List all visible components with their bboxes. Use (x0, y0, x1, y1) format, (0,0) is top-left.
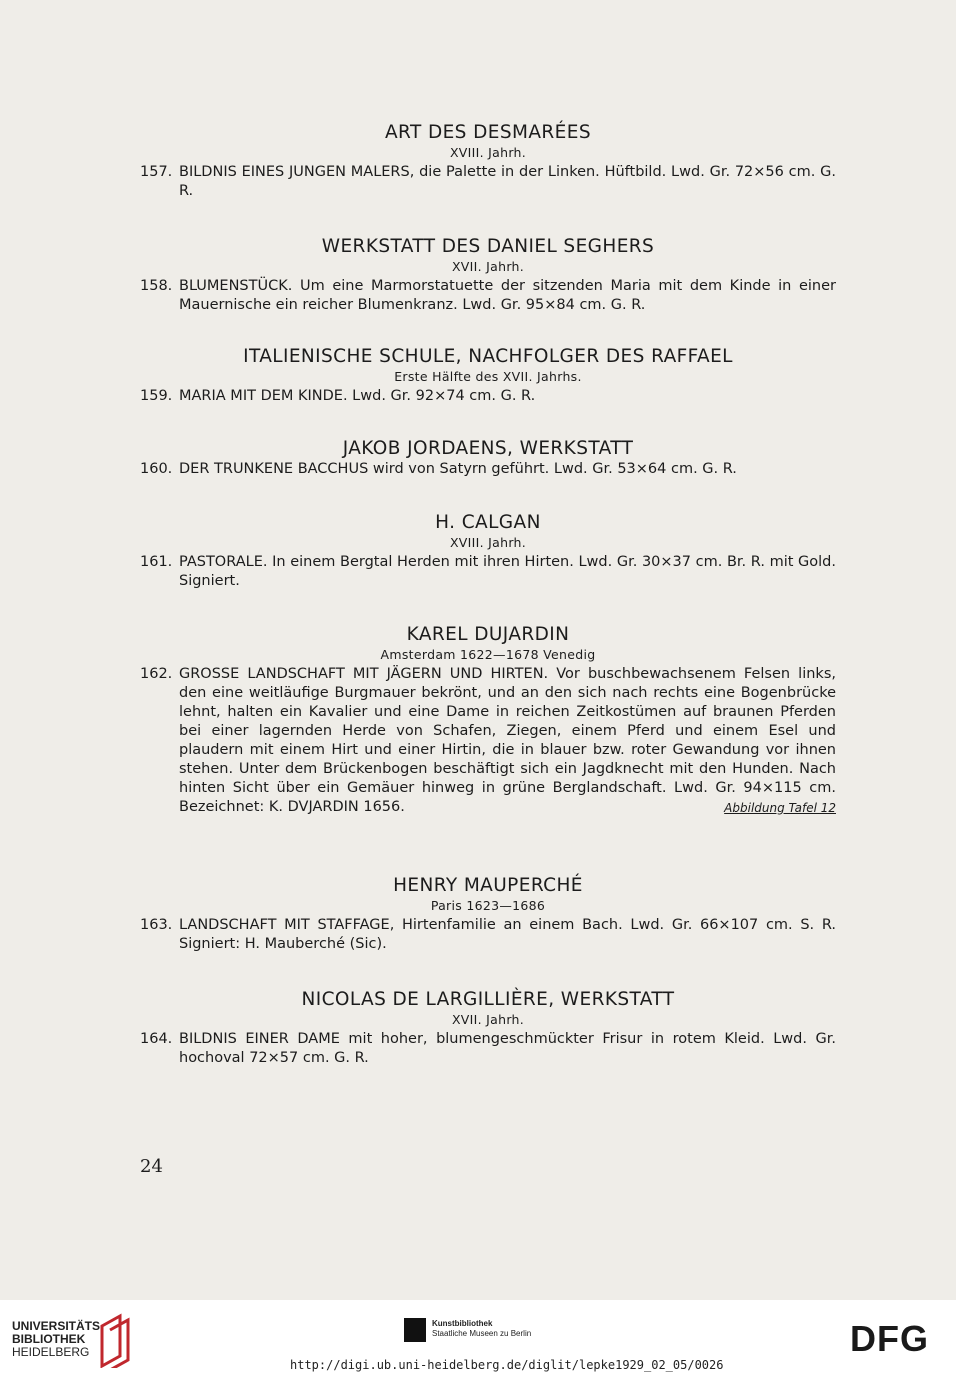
kunstbibliothek-logo-icon (404, 1318, 426, 1342)
catalog-entry (140, 387, 836, 406)
catalog-entry (140, 553, 836, 591)
section-dujardin (140, 624, 836, 817)
catalog-content (140, 122, 836, 1068)
entry-text: LANDSCHAFT MIT STAFFAGE, Hirtenfamilie an einem Bach. Lwd. Gr. 66×107 cm. S. R. Signiert: H. Mauberché (Sic). (179, 917, 836, 952)
section-largilliere (140, 989, 836, 1068)
section-subheading: XVII. Jahrh. (451, 259, 525, 274)
entry-text-body: GROSSE LANDSCHAFT MIT JÄGERN UND HIRTEN. Vor buschbewachsenem Felsen links, den eine weitläufige Burgmauer bekrönt, und an den sich nach rechts eine Bogenbrücke lehnt, halten ein Kavalier und eine Dame in reichen Zeitkostümen auf braunen Pferden bei einer lagernden Herde von Schafen, Ziegen, einem Pferd und einem Esel und plaudern mit einem Hirt und einer Hirtin, die in blauer bzw. roter Gewandung vor ihnen stehen. Unter dem Brückenbogen beschäftigt sich ein Jagdknecht mit den Hunden. Nach hinten Sicht über ein Gemäuer hinweg in grüne Berglandschaft. Lwd. Gr. 94×115 cm. Bezeichnet: K. DVJARDIN 1656. (179, 666, 836, 815)
entry-number: 160. (140, 461, 173, 477)
entry-number: 159. (140, 388, 173, 404)
section-mauperche (140, 875, 836, 954)
entry-number: 157. (140, 164, 173, 180)
section-heading: HENRY MAUPERCHÉ (393, 875, 583, 896)
entry-number: 161. (140, 554, 173, 570)
section-subheading: XVII. Jahrh. (451, 1012, 525, 1027)
entry-text: BILDNIS EINER DAME mit hoher, blumengeschmückter Frisur in rotem Kleid. Lwd. Gr. hochoval 72×57 cm. G. R. (179, 1031, 836, 1066)
section-subheading: Amsterdam 1622—1678 Venedig (380, 647, 596, 662)
uni-line-3: HEIDELBERG (12, 1345, 90, 1359)
entry-text: MARIA MIT DEM KINDE. Lwd. Gr. 92×74 cm. G. R. (179, 388, 536, 404)
page-number: 24 (140, 1156, 163, 1177)
source-url-link[interactable]: http://digi.ub.uni-heidelberg.de/diglit/lepke1929_02_05/0026 (290, 1358, 724, 1372)
university-logo-icon (98, 1312, 134, 1368)
section-subheading: XVIII. Jahrh. (449, 145, 527, 160)
entry-number: 163. (140, 917, 173, 933)
catalog-entry (140, 665, 836, 817)
section-italienische-schule (140, 346, 836, 406)
section-calgan (140, 512, 836, 591)
entry-text (179, 665, 836, 817)
catalog-entry (140, 277, 836, 315)
section-heading: ITALIENISCHE SCHULE, NACHFOLGER DES RAFFAEL (243, 346, 733, 367)
kunstbibliothek-label[interactable] (432, 1319, 531, 1339)
entry-text: DER TRUNKENE BACCHUS wird von Satyrn geführt. Lwd. Gr. 53×64 cm. G. R. (179, 461, 737, 477)
entry-text: BLUMENSTÜCK. Um eine Marmorstatuette der sitzenden Maria mit dem Kinde in einer Mauernische ein reicher Blumenkranz. Lwd. Gr. 95×84 cm. G. R. (179, 278, 836, 313)
section-subheading: Erste Hälfte des XVII. Jahrhs. (394, 369, 582, 384)
uni-line-1: UNIVERSITÄTS- (12, 1319, 105, 1333)
kb-line-2: Staatliche Museen zu Berlin (432, 1329, 532, 1338)
university-library-label[interactable] (12, 1320, 104, 1359)
catalog-entry (140, 460, 836, 479)
entry-text: PASTORALE. In einem Bergtal Herden mit ihren Hirten. Lwd. Gr. 30×37 cm. Br. R. mit Gold. Signiert. (179, 554, 836, 589)
section-heading: ART DES DESMARÉES (385, 122, 591, 143)
section-subheading: Paris 1623—1686 (430, 898, 546, 913)
entry-number: 164. (140, 1031, 173, 1047)
catalog-entry (140, 1030, 836, 1068)
entry-number: 162. (140, 666, 173, 682)
catalog-entry (140, 916, 836, 954)
dfg-logo[interactable]: DFG (850, 1318, 929, 1359)
kb-line-1: Kunstbibliothek (432, 1319, 493, 1328)
catalog-entry (140, 163, 836, 201)
section-desmarees (140, 122, 836, 201)
section-heading: WERKSTATT DES DANIEL SEGHERS (321, 236, 655, 257)
section-heading: NICOLAS DE LARGILLIÈRE, WERKSTATT (301, 989, 675, 1010)
section-heading: KAREL DUJARDIN (406, 624, 570, 645)
uni-line-2: BIBLIOTHEK (12, 1332, 86, 1346)
section-subheading: XVIII. Jahrh. (449, 535, 527, 550)
entry-text: BILDNIS EINES JUNGEN MALERS, die Palette in der Linken. Hüftbild. Lwd. Gr. 72×56 cm. G. R. (179, 164, 836, 199)
plate-reference: Abbildung Tafel 12 (724, 801, 836, 815)
section-heading: H. CALGAN (435, 512, 541, 533)
section-heading: JAKOB JORDAENS, WERKSTATT (342, 438, 634, 459)
section-seghers (140, 236, 836, 315)
section-jordaens (140, 438, 836, 479)
entry-number: 158. (140, 278, 173, 294)
